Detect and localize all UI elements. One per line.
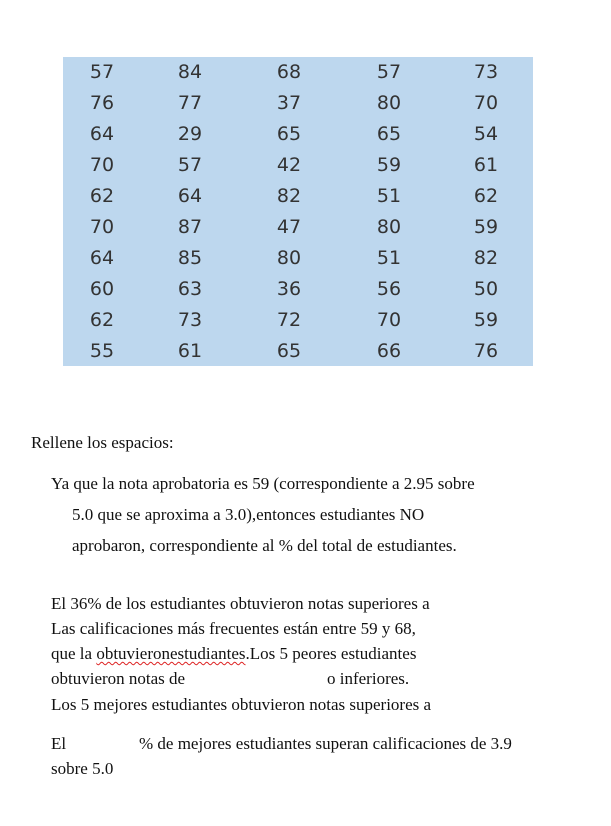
grade-cell: 37 (276, 92, 302, 115)
grade-cell: 59 (376, 154, 402, 177)
grades-row (63, 57, 533, 88)
paragraph-2-line-4-start: obtuvieron notas de (51, 669, 186, 688)
grade-cell: 59 (473, 308, 499, 331)
grade-cell: 70 (376, 308, 402, 331)
grade-cell: 61 (473, 154, 499, 177)
grade-cell: 56 (376, 277, 402, 300)
grade-cell: 57 (89, 61, 115, 84)
grade-cell: 85 (177, 246, 203, 269)
paragraph-3-line-1-end: % de mejores estudiantes superan calificaciones de 3.9 (139, 734, 512, 753)
grades-table (63, 57, 533, 366)
grade-cell: 62 (473, 185, 499, 207)
grade-cell: 65 (276, 123, 302, 146)
grades-row (63, 150, 533, 181)
grade-cell: 55 (89, 339, 115, 362)
instructions-heading: Rellene los espacios: (31, 433, 174, 452)
grade-cell: 47 (276, 215, 302, 238)
paragraph-2-line-1: El 36% de los estudiantes obtuvieron notas superiores a (51, 594, 430, 613)
grades-table-body (63, 57, 533, 366)
grades-row (63, 88, 533, 119)
grade-cell: 62 (89, 185, 115, 207)
grade-cell: 84 (177, 61, 203, 84)
grade-cell: 87 (177, 215, 203, 238)
grade-cell: 29 (177, 123, 203, 146)
grade-cell: 72 (276, 308, 302, 331)
grade-cell: 76 (473, 339, 499, 362)
grades-row (63, 273, 533, 304)
grade-cell: 73 (177, 308, 203, 331)
grades-row (63, 119, 533, 150)
grades-row (63, 304, 533, 335)
grade-cell: 42 (276, 154, 302, 177)
grade-cell: 68 (276, 61, 302, 84)
grade-cell: 57 (376, 61, 402, 84)
grade-cell: 50 (473, 277, 499, 300)
grade-cell: 60 (89, 277, 115, 300)
grade-cell: 65 (276, 339, 302, 362)
grade-cell: 54 (473, 123, 499, 146)
grades-row (63, 181, 533, 212)
paragraph-1-line-3: aprobaron, correspondiente al % del total de estudiantes. (72, 536, 457, 555)
grade-cell: 82 (473, 246, 499, 269)
paragraph-3-line-2: sobre 5.0 (51, 759, 114, 778)
grade-cell: 57 (177, 154, 203, 177)
grades-row (63, 335, 533, 366)
grade-cell: 51 (376, 185, 402, 207)
grade-cell: 65 (376, 123, 402, 146)
grades-row (63, 242, 533, 273)
grade-cell: 36 (276, 277, 302, 300)
paragraph-2-line-4-end: o inferiores. (327, 669, 410, 688)
misspelled-word: obtuvieronestudiantes (96, 644, 246, 663)
grade-cell: 77 (177, 92, 203, 115)
grade-cell: 80 (276, 246, 302, 269)
grade-cell: 66 (376, 339, 402, 362)
grade-cell: 64 (89, 246, 115, 269)
line-3-start: que la (51, 644, 97, 663)
grade-cell: 59 (473, 215, 499, 238)
grade-cell: 62 (89, 308, 115, 331)
grade-cell: 64 (89, 123, 115, 146)
grade-cell: 63 (177, 277, 203, 300)
grade-cell: 70 (89, 215, 115, 238)
paragraph-3-line-1-start: El (51, 734, 67, 753)
paragraph-2-line-5: Los 5 mejores estudiantes obtuvieron notas superiores a (51, 695, 432, 714)
paragraph-1-line-2: 5.0 que se aproxima a 3.0),entonces estudiantes NO (72, 505, 425, 524)
grade-cell: 82 (276, 185, 302, 207)
grade-cell: 73 (473, 61, 499, 84)
grade-cell: 70 (89, 154, 115, 177)
paragraph-2-line-2: Las calificaciones más frecuentes están entre 59 y 68, (51, 619, 416, 638)
paragraph-1-line-1: Ya que la nota aprobatoria es 59 (correspondiente a 2.95 sobre (51, 474, 475, 493)
grade-cell: 80 (376, 215, 402, 238)
paragraph-2-line-3 (51, 644, 416, 664)
line-3-end: .Los 5 peores estudiantes (245, 644, 417, 663)
grade-cell: 51 (376, 246, 402, 269)
grade-cell: 80 (376, 92, 402, 115)
grade-cell: 61 (177, 339, 203, 362)
grade-cell: 76 (89, 92, 115, 115)
grade-cell: 70 (473, 92, 499, 115)
grades-row (63, 211, 533, 242)
grade-cell: 64 (177, 185, 203, 207)
